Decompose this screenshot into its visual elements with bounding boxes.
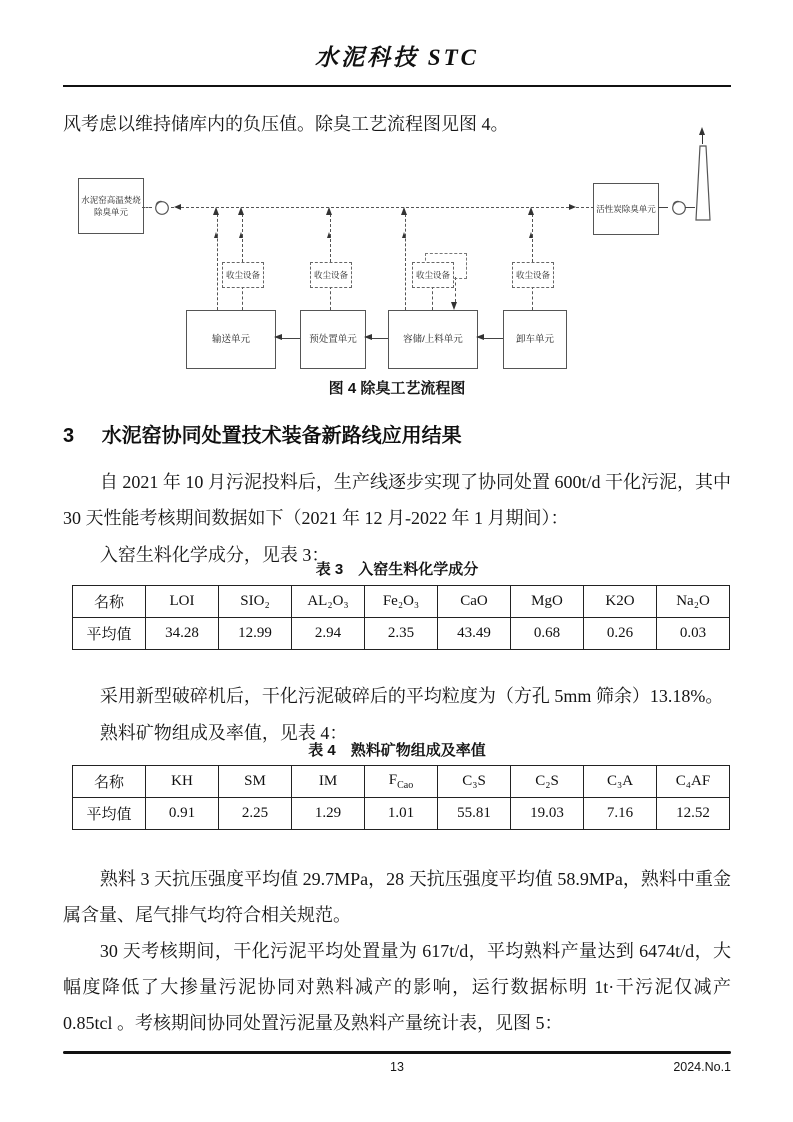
solid-line <box>702 135 703 144</box>
table-cell: 0.91 <box>146 798 219 830</box>
table-header-cell: LOI <box>146 586 219 618</box>
table3-raw-meal-composition <box>72 585 730 650</box>
journal-title: 水泥科技 STC <box>315 45 479 70</box>
table-cell: 2.94 <box>292 618 365 650</box>
kiln-unit-label-line2: 除臭单元 <box>93 207 128 217</box>
table3-caption: 表 3 入窑生料化学成分 <box>315 561 479 578</box>
dust-collector-box <box>412 262 454 288</box>
table-header-cell: $F_{Cao}$ <box>365 766 438 798</box>
flow-arrow-up-icon <box>238 207 244 215</box>
dashed-line <box>242 214 243 262</box>
table-header-cell: SM <box>219 766 292 798</box>
table-header-cell: IM <box>292 766 365 798</box>
dust-collector-label: 收尘设备 <box>225 270 260 280</box>
table-header-cell: Fe₂O₃ <box>365 586 438 618</box>
table-header-row <box>73 586 730 618</box>
table-header-cell: 名称 <box>73 766 146 798</box>
dust-collector-label: 收尘设备 <box>415 270 450 280</box>
table-header-cell: C₃A <box>584 766 657 798</box>
table-header-cell: SIO₂ <box>219 586 292 618</box>
paragraph-5: 熟料 3 天抗压强度平均值 29.7MPa，28 天抗压强度平均值 58.9MPa，熟料中重金属含量、尾气排气均符合相关规范。 <box>63 869 731 925</box>
conveying-unit-box <box>186 310 276 369</box>
paragraph-6: 30 天考核期间，干化污泥平均处置量为 617t/d，平均熟料产量达到 6474t/d，大幅度降低了大掺量污泥协同对熟料减产的影响，运行数据标明 1t·干污泥仅减产 0.85tcl 。考核期间协同处置污泥量及熟料产量统计表，见图 5： <box>63 941 731 1033</box>
pretreatment-unit-box <box>300 310 366 369</box>
dashed-line <box>455 277 456 302</box>
table-cell: 19.03 <box>511 798 584 830</box>
table-header-cell: C₃S <box>438 766 511 798</box>
dashed-line <box>330 286 331 310</box>
flow-arrow-up-icon <box>213 207 219 215</box>
storage-feeding-unit-box <box>388 310 478 369</box>
dashed-line <box>532 286 533 310</box>
table-header-cell: 名称 <box>73 586 146 618</box>
table-cell: 55.81 <box>438 798 511 830</box>
table-header-cell: C₄AF <box>657 766 730 798</box>
table-cell: 0.26 <box>584 618 657 650</box>
carbon-unit-label: 活性炭除臭单元 <box>596 204 656 214</box>
table-header-cell: Na₂O <box>657 586 730 618</box>
flow-arrow-left-icon <box>274 334 282 340</box>
table-header-row <box>73 766 730 798</box>
dust-collector-box <box>222 262 264 288</box>
flow-arrow-up-icon <box>239 232 243 238</box>
table-cell: 12.52 <box>657 798 730 830</box>
solid-line <box>658 207 668 208</box>
table-cell: 0.68 <box>511 618 584 650</box>
paragraph-3: 采用新型破碎机后，干化污泥破碎后的平均粒度为（方孔 5mm 筛余）13.18%。 <box>99 686 724 706</box>
paragraph-1: 自 2021 年 10 月污泥投料后，生产线逐步实现了协同处置 600t/d 干化污泥，其中 30 天性能考核期间数据如下（2021 年 12 月-2022 年 1 月期间）： <box>63 472 731 528</box>
dashed-line <box>217 214 218 310</box>
table-header-cell: CaO <box>438 586 511 618</box>
table-header-cell: K2O <box>584 586 657 618</box>
conveying-unit-label: 输送单元 <box>211 333 250 345</box>
table-cell: 34.28 <box>146 618 219 650</box>
page-number: 13 <box>390 1060 404 1074</box>
dashed-line <box>405 214 406 310</box>
section-title: 水泥窑协同处置技术装备新路线应用结果 <box>101 424 462 447</box>
table-cell: 2.25 <box>219 798 292 830</box>
section-heading <box>63 421 731 451</box>
kiln-deodorization-unit-box <box>78 178 144 234</box>
table-cell: 平均值 <box>73 618 146 650</box>
table-header-cell: KH <box>146 766 219 798</box>
fcao-subscript: Cao <box>397 780 414 791</box>
table4-caption: 表 4 熟料矿物组成及率值 <box>308 742 486 759</box>
flow-arrow-right-icon <box>569 204 576 210</box>
storage-feeding-unit-label: 容储/上料单元 <box>403 333 463 345</box>
table-row <box>73 798 730 830</box>
footer-rule <box>63 1051 731 1054</box>
pretreatment-unit-label: 预处置单元 <box>309 333 357 345</box>
flow-arrow-up-icon <box>401 207 407 215</box>
solid-line <box>484 338 503 339</box>
flow-arrow-left-icon <box>174 204 181 210</box>
table-row <box>73 618 730 650</box>
table-cell: 43.49 <box>438 618 511 650</box>
table-cell: 1.29 <box>292 798 365 830</box>
dust-collector-label: 收尘设备 <box>515 270 550 280</box>
table-cell: 1.01 <box>365 798 438 830</box>
flow-arrow-up-icon <box>214 232 218 238</box>
flow-arrow-down-icon <box>451 302 457 310</box>
flow-arrow-left-icon <box>476 334 484 340</box>
dust-collector-box <box>512 262 554 288</box>
section-number: 3 <box>63 424 75 447</box>
dashed-line <box>330 214 331 262</box>
table-header-cell: AL₂O₃ <box>292 586 365 618</box>
table-cell: 7.16 <box>584 798 657 830</box>
solid-line <box>372 338 388 339</box>
table-cell: 平均值 <box>73 798 146 830</box>
paragraph-2: 入窑生料化学成分，见表 3： <box>99 545 330 565</box>
table-cell: 0.03 <box>657 618 730 650</box>
table-cell: 2.35 <box>365 618 438 650</box>
dust-collector-label: 收尘设备 <box>313 270 348 280</box>
flow-arrow-up-icon <box>528 207 534 215</box>
paragraph-4: 熟料矿物组成及率值，见表 4： <box>99 723 348 743</box>
dust-collector-box <box>310 262 352 288</box>
stack-exhaust-arrow-icon <box>699 127 705 135</box>
table-header-cell: C₂S <box>511 766 584 798</box>
dashed-line <box>242 286 243 310</box>
chimney-icon <box>694 144 712 222</box>
table-cell: 12.99 <box>219 618 292 650</box>
flow-arrow-left-icon <box>364 334 372 340</box>
intro-paragraph: 风考虑以维持储库内的负压值。除臭工艺流程图见图 4。 <box>63 114 509 134</box>
figure4-caption: 图 4 除臭工艺流程图 <box>328 380 466 397</box>
table4-clinker-mineral-composition <box>72 765 730 830</box>
figure4-diagram <box>63 126 731 376</box>
dashed-line <box>532 214 533 262</box>
issue-number: 2024.No.1 <box>673 1060 731 1074</box>
kiln-unit-label-line1: 水泥窑高温焚烧 <box>81 195 141 205</box>
flow-arrow-up-icon <box>326 207 332 215</box>
flow-arrow-up-icon <box>327 232 331 238</box>
unloading-unit-box <box>503 310 567 369</box>
header-rule <box>63 85 731 87</box>
fan-icon <box>151 198 171 216</box>
dashed-line <box>432 286 433 310</box>
flow-arrow-up-icon <box>402 232 406 238</box>
flow-arrow-up-icon <box>529 232 533 238</box>
activated-carbon-unit-box <box>593 183 659 235</box>
unloading-unit-label: 卸车单元 <box>515 333 554 345</box>
table-header-cell: MgO <box>511 586 584 618</box>
solid-line <box>282 338 300 339</box>
